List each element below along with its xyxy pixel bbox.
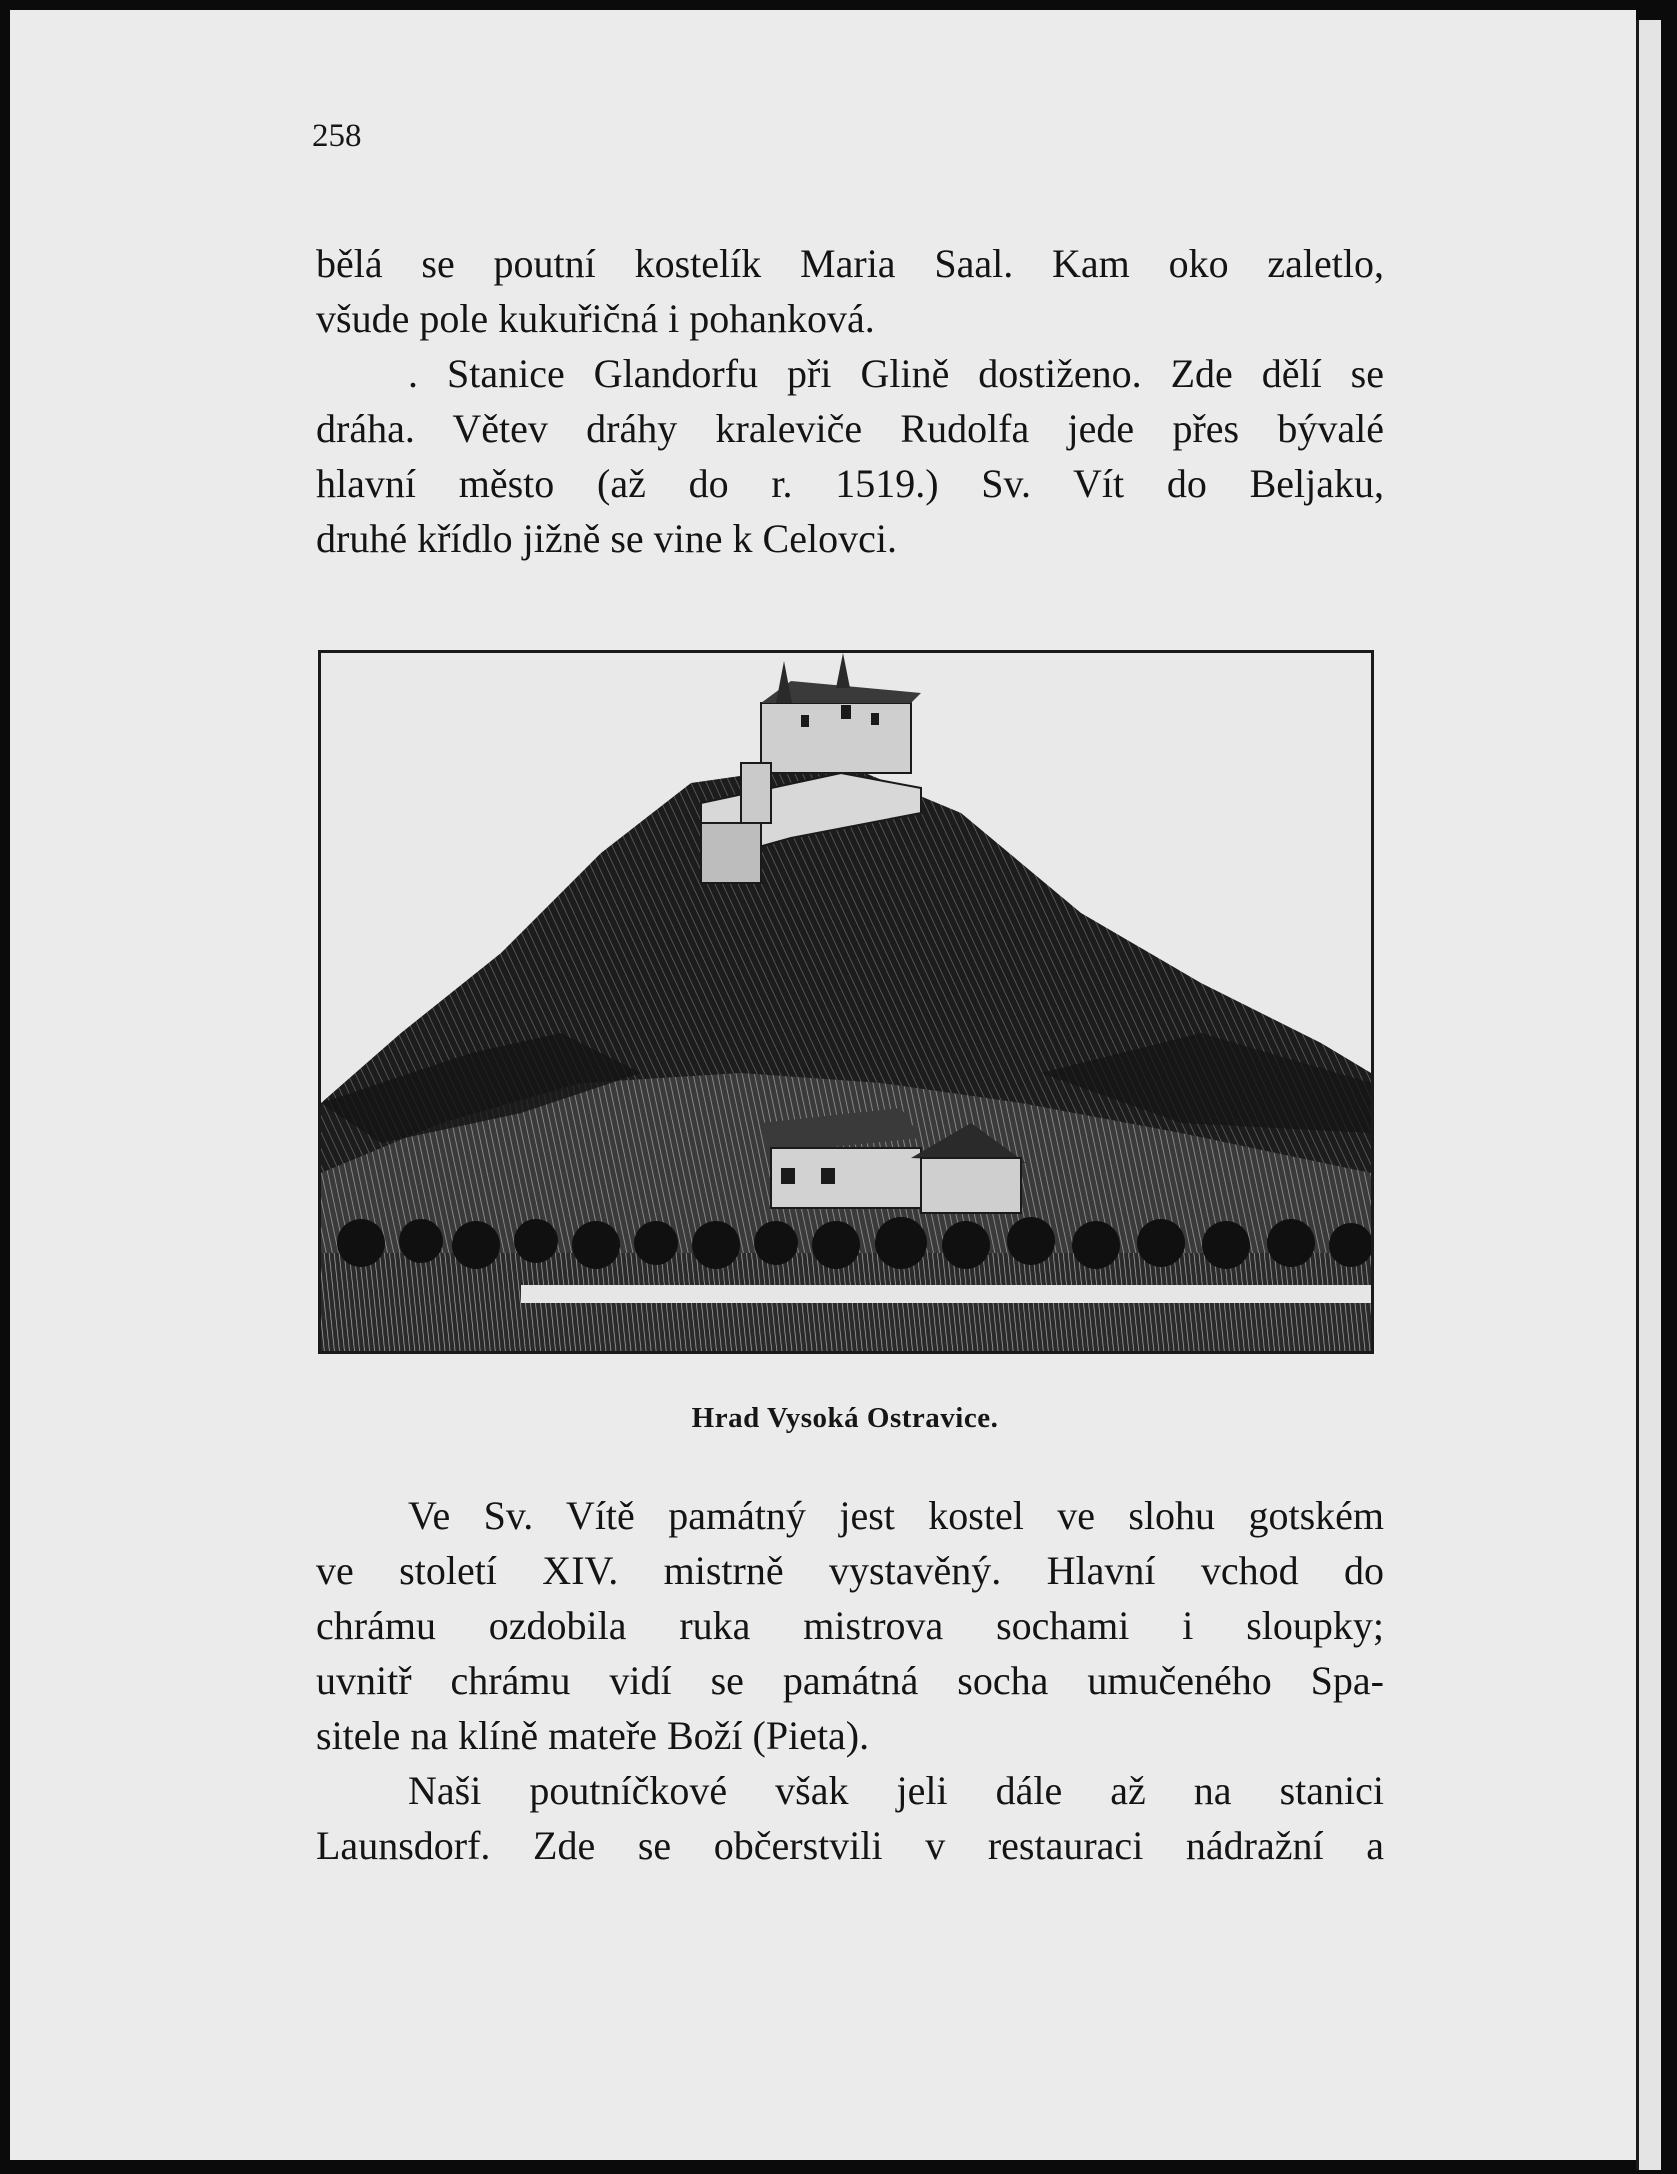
text-line: druhé křídlo jižně se vine k Celovci. xyxy=(316,516,897,561)
next-page-edge xyxy=(1636,20,1661,2170)
page-number: 258 xyxy=(312,118,362,154)
castle-illustration xyxy=(318,650,1374,1354)
text-line: Ve Sv. Vítě památný jest kostel ve slohu gotském xyxy=(408,1493,1384,1538)
text-line: bělá se poutní kostelík Maria Saal. Kam oko zaletlo, xyxy=(316,241,1384,286)
paragraph-top xyxy=(316,236,1384,566)
text-line: sitele na klíně mateře Boží (Pieta). xyxy=(316,1713,870,1758)
paragraph-bottom xyxy=(316,1488,1384,1873)
text-line: chrámu ozdobila ruka mistrova sochami i sloupky; xyxy=(316,1603,1384,1648)
castle-engraving xyxy=(321,653,1371,1351)
text-line: Naši poutníčkové však jeli dále až na stanici xyxy=(408,1768,1384,1813)
figure-caption: Hrad Vysoká Ostravice. xyxy=(691,1402,999,1434)
text-line: dráha. Větev dráhy kraleviče Rudolfa jede přes bývalé xyxy=(316,406,1384,451)
text-line: všude pole kukuřičná i pohanková. xyxy=(316,296,875,341)
text-line: Launsdorf. Zde se občerstvili v restauraci nádražní a xyxy=(316,1823,1384,1868)
text-line: . Stanice Glandorfu při Glině dostiženo. Zde dělí se xyxy=(408,351,1384,396)
text-line: hlavní město (až do r. 1519.) Sv. Vít do Beljaku, xyxy=(316,461,1384,506)
text-line: ve století XIV. mistrně vystavěný. Hlavní vchod do xyxy=(316,1548,1384,1593)
text-line: uvnitř chrámu vidí se památná socha umučeného Spa- xyxy=(316,1658,1384,1703)
